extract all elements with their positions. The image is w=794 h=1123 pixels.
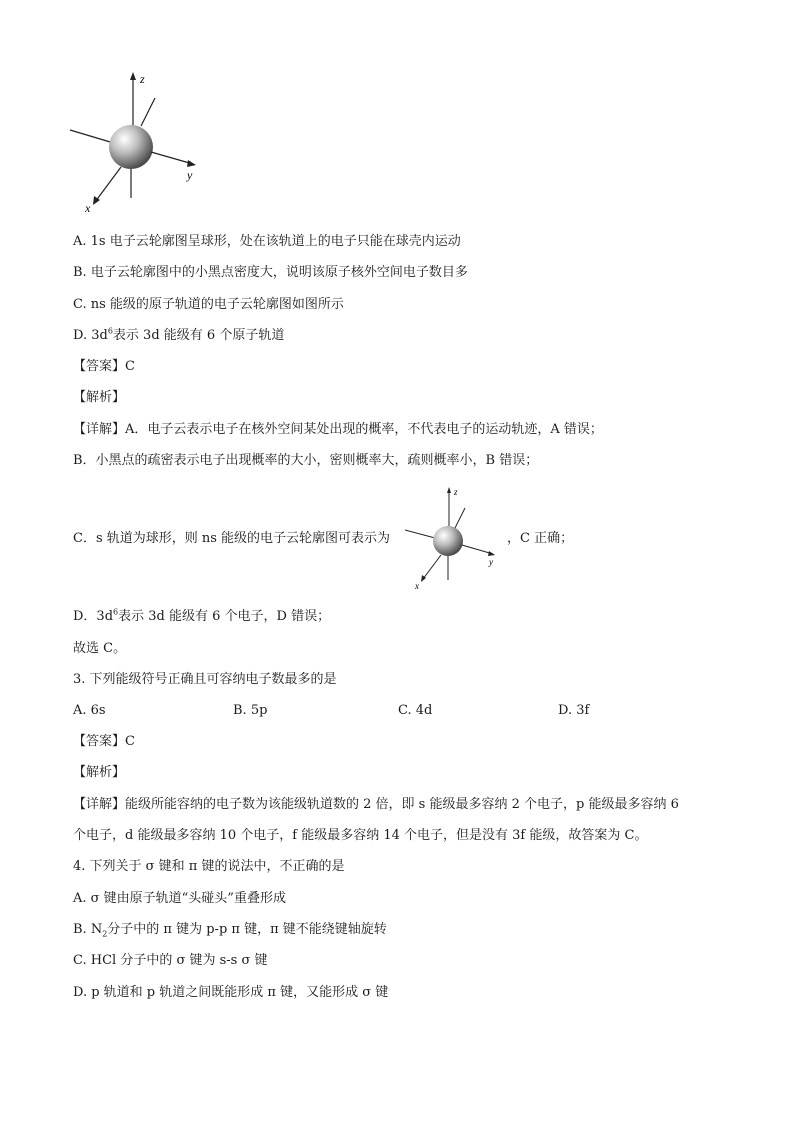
q2-option-d [73, 327, 284, 345]
q4-option-a: A. σ 键由原子轨道“头碰头”重叠形成 [73, 891, 286, 906]
s-orbital-figure-small [405, 484, 505, 592]
x-axis-label-small: x [415, 581, 419, 591]
detail-d-post: 表示 3d 能级有 6 个电子，D 错误； [118, 609, 331, 624]
z-axis-label-small: z [454, 487, 458, 497]
y-axis-arrow-small [488, 551, 495, 556]
sphere [109, 125, 153, 169]
z-axis-label: z [140, 72, 145, 86]
q2-option-a: A. 1s 电子云轮廓图呈球形，处在该轨道上的电子只能在球壳内运动 [73, 234, 461, 249]
q4-stem: 4. 下列关于 σ 键和 π 键的说法中，不正确的是 [73, 859, 345, 874]
q2-option-d-post: 表示 3d 能级有 6 个原子轨道 [112, 328, 285, 343]
q3-answer-tag: 【答案】 [73, 734, 126, 749]
y-axis-label-small: y [489, 557, 493, 567]
q4-option-b-pre: B. N [73, 922, 103, 937]
q2-conclusion: 故选 C。 [73, 641, 127, 656]
q2-analysis-tag: 【解析】 [73, 390, 126, 405]
back-axis-line [141, 98, 155, 126]
y-axis-line-small [462, 545, 493, 554]
q2-detail-a [73, 421, 603, 439]
answer-tag: 【答案】 [73, 359, 126, 374]
q3-answer [73, 733, 135, 751]
q2-detail-b: B．小黑点的疏密表示电子出现概率的大小，密则概率大，疏则概率小，B 错误； [73, 453, 539, 468]
x-axis-line-small [423, 555, 441, 579]
q2-detail-d [73, 608, 330, 626]
q2-option-b: B. 电子云轮廓图中的小黑点密度大，说明该原子核外空间电子数目多 [73, 265, 468, 280]
q4-option-d: D. p 轨道和 p 轨道之间既能形成 π 键，又能形成 σ 键 [73, 985, 389, 1000]
q3-option-b: B. 5p [233, 703, 268, 718]
q3-detail-text1: 能级所能容纳的电子数为该能级轨道数的 2 倍，即 s 能级最多容纳 2 个电子，p 能级最多容纳 6 [125, 797, 679, 812]
z-axis-arrow [130, 72, 136, 80]
q3-answer-value: C [125, 734, 135, 749]
q4-option-b-sub: 2 [102, 929, 108, 939]
q3-option-c: C. 4d [398, 703, 433, 718]
q2-option-d-sup: 6 [107, 326, 113, 336]
detail-a-text: A．电子云表示电子在核外空间某处出现的概率，不代表电子的运动轨迹，A 错误； [125, 422, 603, 437]
q2-option-d-pre: D. 3d [73, 328, 108, 343]
sphere-small [433, 526, 463, 556]
left-axis-line-small [405, 530, 435, 538]
q4-option-b-post: 分子中的 π 键为 p-p π 键，π 键不能绕键轴旋转 [107, 922, 387, 937]
x-axis-label: x [85, 201, 91, 215]
q3-detail-line1 [73, 796, 679, 814]
q3-option-a: A. 6s [73, 703, 106, 718]
detail-d-pre: D．3d [73, 609, 114, 624]
z-axis-arrow-small [447, 487, 451, 493]
s-orbital-figure-large [65, 70, 215, 220]
q4-option-b [73, 921, 387, 939]
q3-option-d: D. 3f [558, 703, 590, 718]
q3-stem: 3. 下列能级符号正确且可容纳电子数最多的是 [73, 672, 337, 687]
detail-c-pre: C．s 轨道为球形，则 ns 能级的电子云轮廓图可表示为 [73, 531, 391, 546]
y-axis-arrow [187, 160, 196, 167]
q3-detail-line2: 个电子，d 能级最多容纳 10 个电子，f 能级最多容纳 14 个电子，但是没有 3f 能级，故答案为 C。 [73, 828, 648, 843]
y-axis-label: y [187, 168, 193, 182]
q2-answer [73, 358, 135, 376]
detail-d-sup: 6 [113, 607, 119, 617]
q3-analysis-tag: 【解析】 [73, 765, 126, 780]
detail-tag: 【详解】 [73, 422, 126, 437]
y-axis-line [151, 152, 193, 164]
q3-detail-tag: 【详解】 [73, 797, 126, 812]
x-axis-line [95, 167, 121, 202]
q2-detail-c-post: ，C 正确； [507, 531, 574, 546]
q2-detail-c [73, 530, 390, 548]
back-axis-line-small [455, 508, 465, 528]
answer-value: C [125, 359, 135, 374]
q4-option-c: C. HCl 分子中的 σ 键为 s-s σ 键 [73, 953, 268, 968]
q2-option-c: C. ns 能级的原子轨道的电子云轮廓图如图所示 [73, 297, 344, 312]
